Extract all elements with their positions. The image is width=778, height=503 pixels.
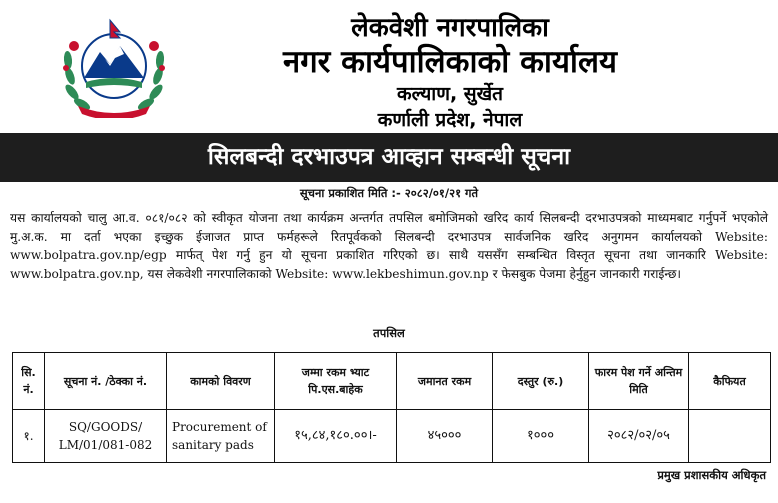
municipality-name: लेकवेशी नगरपालिका	[351, 13, 549, 43]
col-cost: जम्मा रकम भ्याट पि.एस.बाहेक	[275, 353, 397, 410]
cell-sn: १.	[13, 410, 45, 463]
cell-notice-no: SQ/GOODS/ LM/01/081-082	[45, 410, 167, 463]
col-work: कामको विवरण	[167, 353, 275, 410]
cell-work: Procurement of sanitary pads	[167, 410, 275, 463]
cell-remarks	[689, 410, 771, 463]
province-line: कर्णाली प्रदेश, नेपाल	[377, 109, 523, 131]
notice-paragraph: यस कार्यालयको चालु आ.व. ०८१/०८२ को स्वीकृत योजना तथा कार्यक्रम अन्तर्गत तपसिल बमोजिमको खरिद कार्य सिलबन्दी दरभाउपत्रको माध्यमबाट गर्नुपर्ने भएकोले मु.अ.क. मा दर्ता भएका इच्छुक ईजाजत प्राप्त फर्महरूले रितपूर्वकको सिलबन्दी दरभाउपत्र सार्वजनिक खरिद अनुगमन कार्यालयको Website: www.bolpatra.gov.np/egp मार्फत् पेश गर्नु हुन यो सूचना प्रकाशित गरिएको छ। साथै यससँग सम्बन्धित विस्तृत सूचना तथा जानकारि Website: www.bolpatra.gov.np, यस लेकवेशी नगरपालिकाको Website: www.lekbeshimun.gov.np र फेसबुक पेजमा हेर्नुहुन जानकारी गराईन्छ।	[10, 211, 768, 281]
col-fee: दस्तुर (रु.)	[493, 353, 589, 410]
notice-title-banner: सिलबन्दी दरभाउपत्र आव्हान सम्बन्धी सूचना	[0, 133, 778, 182]
cell-fee: १०००	[493, 410, 589, 463]
col-sn: सि. नं.	[13, 353, 45, 410]
location-line: कल्याण, सुर्खेत	[396, 83, 503, 105]
published-date: सूचना प्रकाशित मिति :- २०८२/०१/२१ गते	[299, 186, 479, 200]
cell-security: ४५०००	[397, 410, 493, 463]
col-security: जमानत रकम	[397, 353, 493, 410]
table-header-row	[13, 353, 771, 410]
office-name: नगर कार्यपालिकाको कार्यालय	[283, 44, 617, 80]
tender-table	[12, 352, 771, 463]
col-notice-no: सूचना नं. /ठेक्का नं.	[45, 353, 167, 410]
signatory-title: प्रमुख प्रशासकीय अधिकृत	[657, 468, 766, 482]
col-deadline: फारम पेश गर्ने अन्तिम मिति	[589, 353, 689, 410]
table-row	[13, 410, 771, 463]
details-heading: तपसिल	[373, 326, 405, 340]
municipality-emblem	[60, 16, 168, 118]
col-remarks: कैफियत	[689, 353, 771, 410]
cell-cost: १५,८४,१८०.००।-	[275, 410, 397, 463]
cell-deadline: २०८२/०२/०५	[589, 410, 689, 463]
